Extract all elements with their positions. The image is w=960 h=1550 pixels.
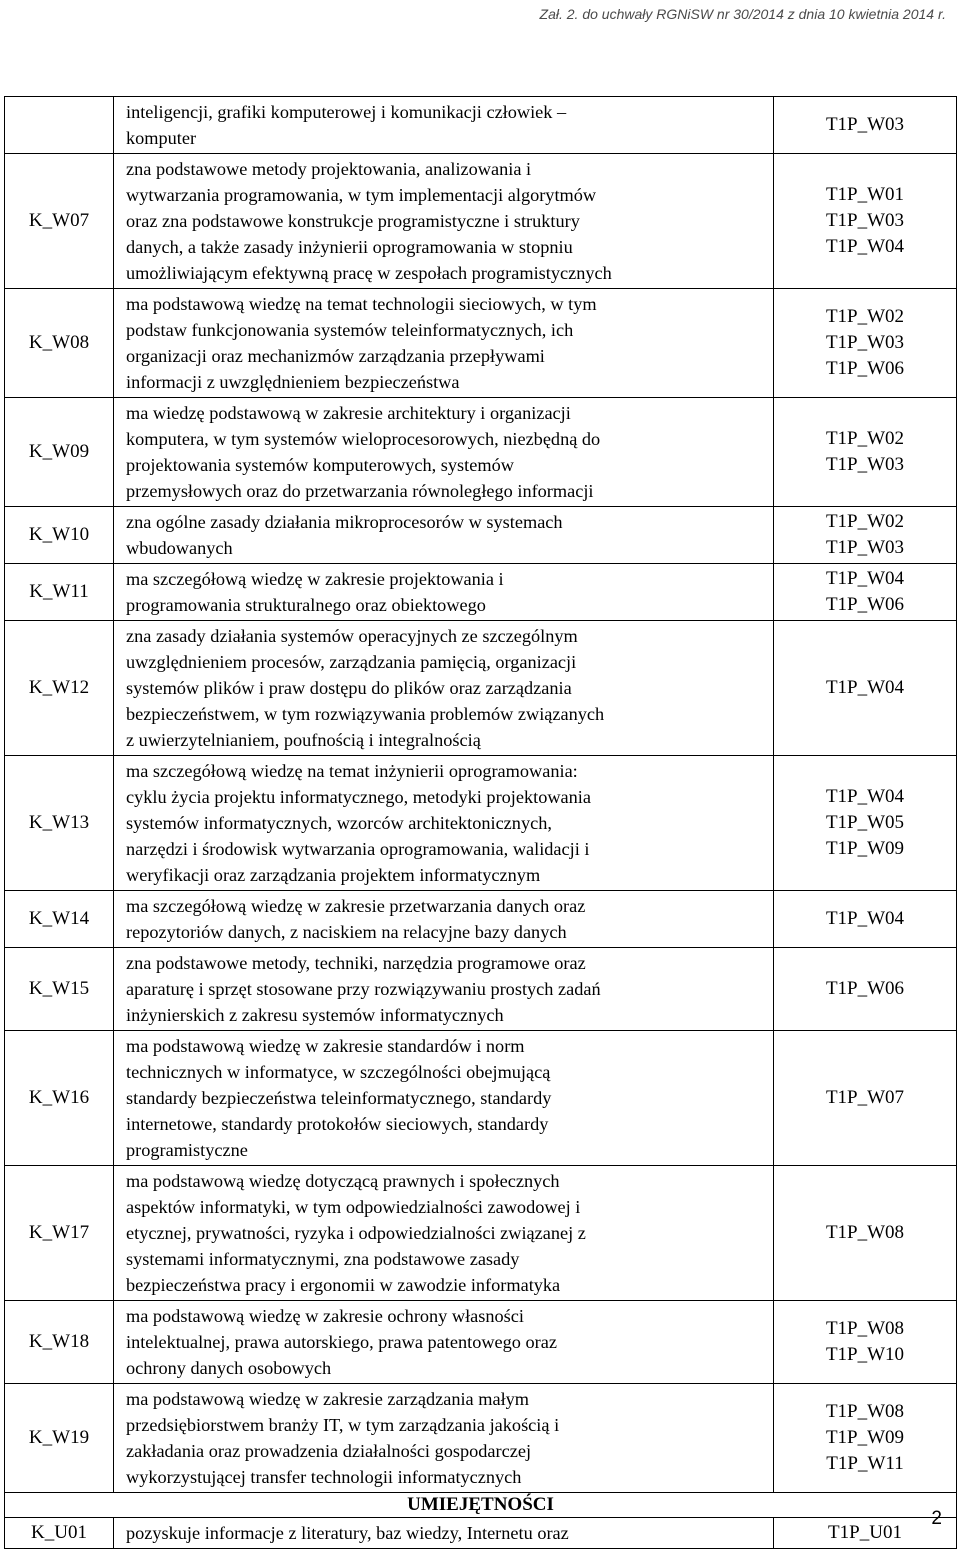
reference-codes bbox=[774, 154, 957, 289]
outcome-code: K_W13 bbox=[5, 756, 114, 891]
outcome-code: K_W15 bbox=[5, 948, 114, 1031]
outcome-code: K_W11 bbox=[5, 564, 114, 621]
reference-code: T1P_W02 bbox=[825, 511, 905, 532]
reference-code: T1P_W09 bbox=[825, 838, 905, 859]
outcome-description bbox=[114, 1301, 774, 1384]
reference-code: T1P_W03 bbox=[825, 210, 905, 231]
table-row bbox=[5, 1518, 957, 1549]
reference-codes bbox=[774, 1031, 957, 1166]
description-line: przemysłowych oraz do przetwarzania równoległego informacji bbox=[126, 481, 594, 501]
reference-code: T1P_W07 bbox=[825, 1087, 905, 1108]
description-line: wykorzystującej transfer technologii informatycznych bbox=[126, 1467, 522, 1487]
outcome-code: K_W19 bbox=[5, 1384, 114, 1493]
description-line: komputera, w tym systemów wieloprocesorowych, niezbędną do bbox=[126, 429, 601, 449]
description-line: systemów informatycznych, wzorców architektonicznych, bbox=[126, 813, 552, 833]
reference-code: T1P_W03 bbox=[825, 454, 905, 475]
description-line: aparaturę i sprzęt stosowane przy rozwiązywaniu prostych zadań bbox=[126, 979, 601, 999]
description-line: internetowe, standardy protokołów sieciowych, standardy bbox=[126, 1114, 549, 1134]
table-row bbox=[5, 564, 957, 621]
description-line: systemów plików i praw dostępu do plików oraz zarządzania bbox=[126, 678, 572, 698]
table-row bbox=[5, 1384, 957, 1493]
table-row bbox=[5, 97, 957, 154]
reference-code: T1P_W02 bbox=[825, 306, 905, 327]
outcome-description bbox=[114, 621, 774, 756]
description-line: etycznej, prywatności, ryzyka i odpowiedzialności związanej z bbox=[126, 1223, 586, 1243]
outcome-description bbox=[114, 1166, 774, 1301]
reference-code: T1P_W04 bbox=[825, 908, 905, 929]
reference-codes bbox=[774, 1518, 957, 1549]
outcome-description bbox=[114, 289, 774, 398]
description-line: ma podstawową wiedzę w zakresie zarządzania małym bbox=[126, 1389, 530, 1409]
reference-codes bbox=[774, 564, 957, 621]
description-line: danych, a także zasady inżynierii oprogramowania w stopniu bbox=[126, 237, 573, 257]
description-line: weryfikacji oraz zarządzania projektem informatycznym bbox=[126, 865, 541, 885]
document-header: Zał. 2. do uchwały RGNiSW nr 30/2014 z dnia 10 kwietnia 2014 r. bbox=[539, 6, 946, 22]
section-row bbox=[5, 1493, 957, 1518]
description-line: ochrony danych osobowych bbox=[126, 1358, 332, 1378]
reference-codes bbox=[774, 1166, 957, 1301]
reference-code: T1P_W06 bbox=[825, 594, 905, 615]
description-line: organizacji oraz mechanizmów zarządzania przepływami bbox=[126, 346, 545, 366]
reference-code: T1P_W03 bbox=[825, 114, 905, 135]
table-row bbox=[5, 891, 957, 948]
reference-codes bbox=[774, 891, 957, 948]
reference-codes bbox=[774, 756, 957, 891]
reference-codes bbox=[774, 1301, 957, 1384]
outcome-code: K_W10 bbox=[5, 507, 114, 564]
description-line: oraz zna podstawowe konstrukcje programistyczne i struktury bbox=[126, 211, 580, 231]
reference-code: T1P_W04 bbox=[825, 677, 905, 698]
description-line: ma szczegółową wiedzę w zakresie projektowania i bbox=[126, 569, 504, 589]
outcome-description bbox=[114, 1518, 774, 1549]
description-line: przedsiębiorstwem branży IT, w tym zarządzania jakością i bbox=[126, 1415, 560, 1435]
description-line: umożliwiającym efektywną pracę w zespołach programistycznych bbox=[126, 263, 612, 283]
description-line: informacji z uwzględnieniem bezpieczeństwa bbox=[126, 372, 460, 392]
table-row bbox=[5, 948, 957, 1031]
reference-code: T1P_W11 bbox=[826, 1453, 904, 1474]
description-line: cyklu życia projektu informatycznego, metodyki projektowania bbox=[126, 787, 592, 807]
table-row bbox=[5, 756, 957, 891]
description-line: podstaw funkcjonowania systemów teleinformatycznych, ich bbox=[126, 320, 574, 340]
description-line: ma szczegółową wiedzę w zakresie przetwarzania danych oraz bbox=[126, 896, 586, 916]
table-row bbox=[5, 398, 957, 507]
reference-codes bbox=[774, 621, 957, 756]
description-line: inżynierskich z zakresu systemów informatycznych bbox=[126, 1005, 504, 1025]
outcome-code: K_U01 bbox=[5, 1518, 114, 1549]
outcome-code: K_W07 bbox=[5, 154, 114, 289]
outcome-description bbox=[114, 398, 774, 507]
outcome-code: K_W14 bbox=[5, 891, 114, 948]
outcome-description bbox=[114, 97, 774, 154]
reference-code: T1P_W08 bbox=[825, 1222, 905, 1243]
description-line: ma wiedzę podstawową w zakresie architektury i organizacji bbox=[126, 403, 571, 423]
table-row bbox=[5, 1031, 957, 1166]
outcome-description bbox=[114, 948, 774, 1031]
description-line: zna podstawowe metody projektowania, analizowania i bbox=[126, 159, 532, 179]
section-title: UMIEJĘTNOŚCI bbox=[5, 1493, 957, 1518]
reference-codes bbox=[774, 97, 957, 154]
description-line: zna podstawowe metody, techniki, narzędzia programowe oraz bbox=[126, 953, 586, 973]
description-line: zna zasady działania systemów operacyjnych ze szczególnym bbox=[126, 626, 578, 646]
reference-code: T1P_W05 bbox=[825, 812, 905, 833]
reference-code: T1P_W03 bbox=[825, 332, 905, 353]
reference-code: T1P_W03 bbox=[825, 537, 905, 558]
table-row bbox=[5, 507, 957, 564]
outcome-code: K_W16 bbox=[5, 1031, 114, 1166]
outcome-code: K_W09 bbox=[5, 398, 114, 507]
reference-code: T1P_U01 bbox=[828, 1522, 902, 1543]
page-number: 2 bbox=[931, 1508, 942, 1529]
table-row bbox=[5, 621, 957, 756]
description-line: wbudowanych bbox=[126, 538, 233, 558]
description-line: standardy bezpieczeństwa teleinformatycznego, standardy bbox=[126, 1088, 552, 1108]
reference-code: T1P_W01 bbox=[825, 184, 905, 205]
outcome-description bbox=[114, 564, 774, 621]
description-line: systemami informatycznymi, zna podstawowe zasady bbox=[126, 1249, 520, 1269]
description-line: ma szczegółową wiedzę na temat inżynierii oprogramowania: bbox=[126, 761, 578, 781]
outcome-code: K_W12 bbox=[5, 621, 114, 756]
description-line: intelektualnej, prawa autorskiego, prawa patentowego oraz bbox=[126, 1332, 557, 1352]
reference-code: T1P_W02 bbox=[825, 428, 905, 449]
description-line: uwzględnieniem procesów, zarządzania pamięcią, organizacji bbox=[126, 652, 577, 672]
reference-codes bbox=[774, 948, 957, 1031]
description-line: zna ogólne zasady działania mikroprocesorów w systemach bbox=[126, 512, 563, 532]
reference-code: T1P_W09 bbox=[825, 1427, 905, 1448]
reference-codes bbox=[774, 507, 957, 564]
outcome-code: K_W08 bbox=[5, 289, 114, 398]
description-line: projektowania systemów komputerowych, systemów bbox=[126, 455, 514, 475]
outcome-code bbox=[5, 97, 114, 154]
description-line: technicznych w informatyce, w szczególności obejmującą bbox=[126, 1062, 551, 1082]
table-row bbox=[5, 1166, 957, 1301]
reference-codes bbox=[774, 398, 957, 507]
reference-code: T1P_W06 bbox=[825, 978, 905, 999]
description-line: inteligencji, grafiki komputerowej i komunikacji człowiek – bbox=[126, 102, 567, 122]
reference-code: T1P_W06 bbox=[825, 358, 905, 379]
description-line: ma podstawową wiedzę w zakresie ochrony własności bbox=[126, 1306, 524, 1326]
reference-code: T1P_W04 bbox=[825, 568, 905, 589]
outcome-description bbox=[114, 1384, 774, 1493]
description-line: z uwierzytelnianiem, poufnością i integralnością bbox=[126, 730, 481, 750]
description-line: narzędzi i środowisk wytwarzania oprogramowania, walidacji i bbox=[126, 839, 590, 859]
outcome-code: K_W17 bbox=[5, 1166, 114, 1301]
description-line: aspektów informatyki, w tym odpowiedzialności zawodowej i bbox=[126, 1197, 581, 1217]
description-line: ma podstawową wiedzę dotyczącą prawnych i społecznych bbox=[126, 1171, 560, 1191]
outcome-description bbox=[114, 756, 774, 891]
description-line: bezpieczeństwem, w tym rozwiązywania problemów związanych bbox=[126, 704, 605, 724]
description-line: wytwarzania programowania, w tym implementacji algorytmów bbox=[126, 185, 597, 205]
learning-outcomes-table bbox=[4, 96, 957, 1549]
outcome-description bbox=[114, 891, 774, 948]
description-line: ma podstawową wiedzę na temat technologii sieciowych, w tym bbox=[126, 294, 597, 314]
description-line: pozyskuje informacje z literatury, baz wiedzy, Internetu oraz bbox=[126, 1523, 569, 1543]
outcome-description bbox=[114, 1031, 774, 1166]
description-line: bezpieczeństwa pracy i ergonomii w zawodzie informatyka bbox=[126, 1275, 561, 1295]
reference-code: T1P_W10 bbox=[825, 1344, 905, 1365]
table-row bbox=[5, 1301, 957, 1384]
reference-codes bbox=[774, 1384, 957, 1493]
description-line: programistyczne bbox=[126, 1140, 248, 1160]
reference-codes bbox=[774, 289, 957, 398]
outcome-description bbox=[114, 507, 774, 564]
table-row bbox=[5, 154, 957, 289]
reference-code: T1P_W04 bbox=[825, 236, 905, 257]
reference-code: T1P_W08 bbox=[825, 1401, 905, 1422]
outcome-code: K_W18 bbox=[5, 1301, 114, 1384]
description-line: repozytoriów danych, z naciskiem na relacyjne bazy danych bbox=[126, 922, 567, 942]
reference-code: T1P_W04 bbox=[825, 786, 905, 807]
table-row bbox=[5, 289, 957, 398]
description-line: programowania strukturalnego oraz obiektowego bbox=[126, 595, 486, 615]
outcome-description bbox=[114, 154, 774, 289]
description-line: ma podstawową wiedzę w zakresie standardów i norm bbox=[126, 1036, 525, 1056]
reference-code: T1P_W08 bbox=[825, 1318, 905, 1339]
description-line: komputer bbox=[126, 128, 197, 148]
description-line: zakładania oraz prowadzenia działalności gospodarczej bbox=[126, 1441, 532, 1461]
